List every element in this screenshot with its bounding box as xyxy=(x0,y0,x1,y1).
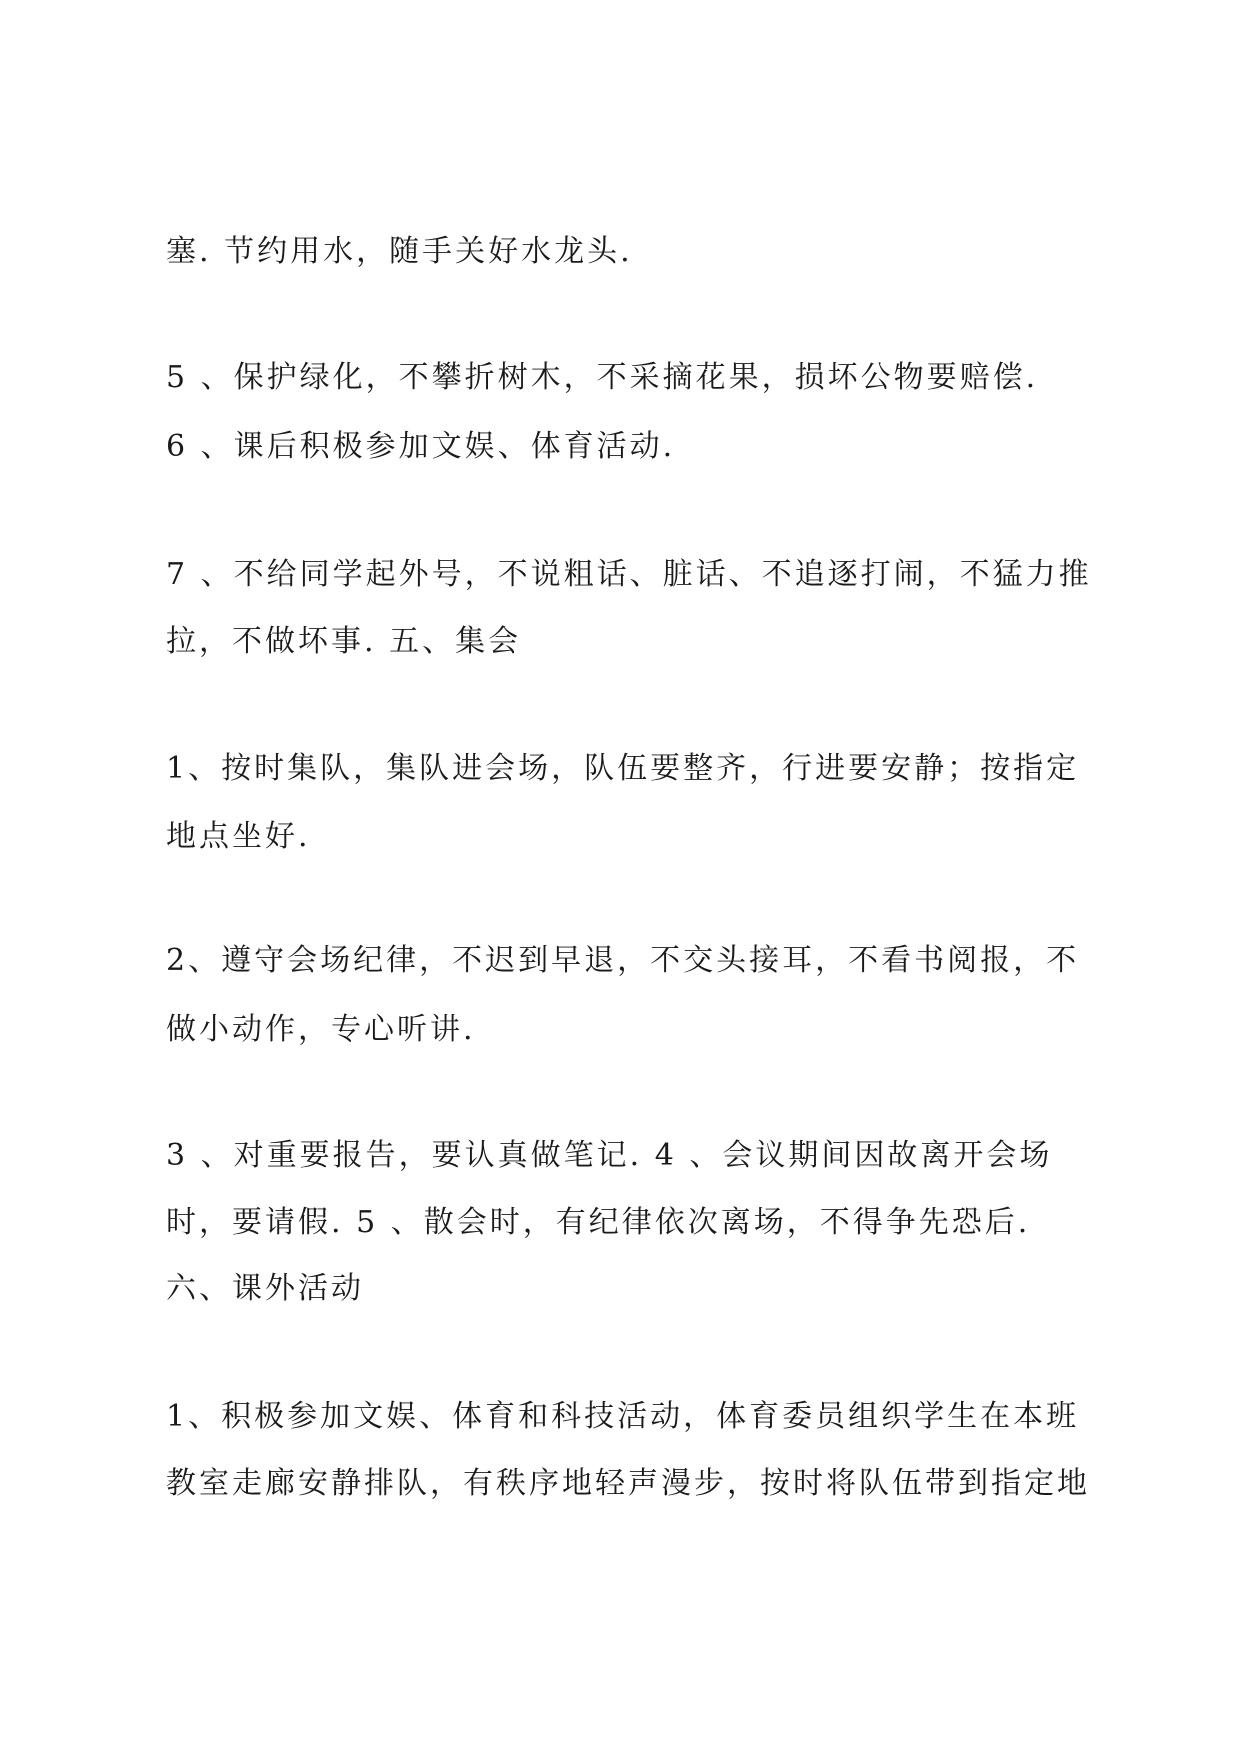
text-line: 做小动作，专心听讲. xyxy=(166,1012,476,1047)
text-line: 教室走廊安静排队，有秩序地轻声漫步，按时将队伍带到指定地 xyxy=(166,1466,1090,1501)
text-line: 地点坐好. xyxy=(166,819,311,854)
text-line: 时，要请假. 5 、散会时，有纪律依次离场，不得争先恐后. xyxy=(166,1205,1031,1240)
text-line: 拉，不做坏事. 五、集会 xyxy=(166,624,522,659)
text-line: 六、课外活动 xyxy=(166,1271,364,1306)
text-line: 5 、保护绿化，不攀折树木，不采摘花果，损坏公物要赔偿. xyxy=(166,360,1039,395)
text-line: 1、按时集队，集队进会场，队伍要整齐，行进要安静；按指定 xyxy=(166,751,1080,786)
text-line: 2、遵守会场纪律，不迟到早退，不交头接耳，不看书阅报，不 xyxy=(166,943,1080,978)
text-line: 6 、课后积极参加文娱、体育活动. xyxy=(166,429,676,464)
text-line: 7 、不给同学起外号，不说粗话、脏话、不追逐打闹，不猛力推 xyxy=(166,557,1092,592)
text-line: 3 、对重要报告，要认真做笔记. 4 、会议期间因故离开会场 xyxy=(166,1138,1053,1173)
text-line: 塞. 节约用水，随手关好水龙头. xyxy=(166,234,633,269)
text-line: 1、积极参加文娱、体育和科技活动，体育委员组织学生在本班 xyxy=(166,1399,1080,1434)
